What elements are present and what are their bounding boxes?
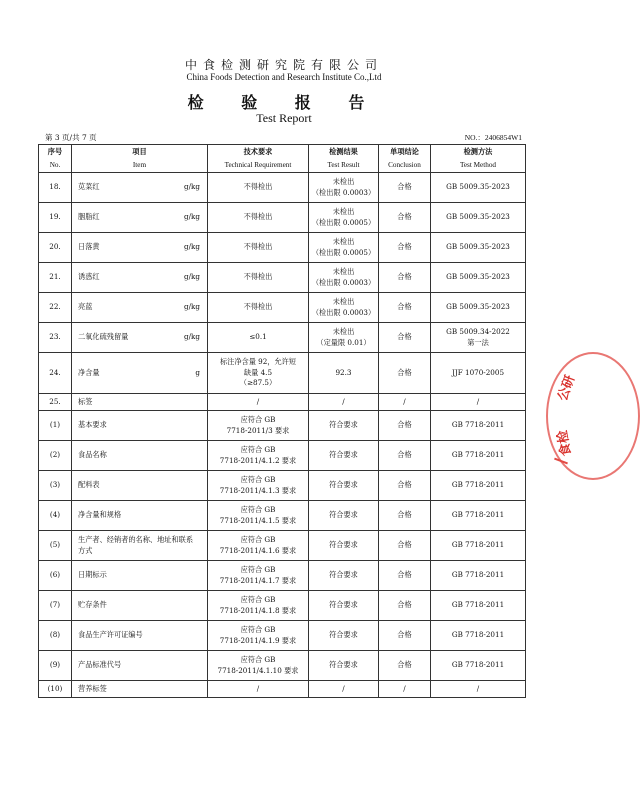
- method-line: GB 7718-2011: [451, 480, 505, 490]
- requirement-line: （≥87.5）: [239, 378, 277, 388]
- method-cell: [431, 411, 526, 441]
- result-line: 未检出: [332, 267, 355, 277]
- requirement-cell: [208, 323, 309, 353]
- requirement-line: 7718-2011/4.1.3 要求: [219, 485, 297, 495]
- conclusion-cell: 合格: [379, 411, 431, 441]
- result-line: 符合要求: [329, 450, 358, 460]
- item-unit: g/kg: [184, 272, 200, 282]
- method-cell: [431, 501, 526, 531]
- item-name: 贮存条件: [78, 600, 107, 610]
- result-cell: [309, 441, 379, 471]
- conclusion-cell: 合格: [379, 591, 431, 621]
- red-seal-stamp: [540, 352, 600, 482]
- requirement-line: /: [256, 396, 260, 406]
- row-number: (10): [39, 681, 72, 698]
- result-line: /: [342, 396, 345, 406]
- item-cell: [72, 263, 208, 293]
- conclusion-cell: /: [379, 681, 431, 698]
- method-line: GB 7718-2011: [451, 660, 505, 670]
- item-name: 产品标准代号: [78, 660, 122, 670]
- requirement-line: 缺量 4.5: [243, 367, 273, 377]
- requirement-line: 7718-2011/4.1.7 要求: [219, 575, 297, 585]
- item-cell: [72, 293, 208, 323]
- method-cell: [431, 173, 526, 203]
- item-unit: g: [195, 367, 200, 377]
- result-cell: [309, 394, 379, 411]
- conclusion-cell: 合格: [379, 323, 431, 353]
- requirement-line: 应符合 GB: [240, 475, 276, 485]
- item-unit: g/kg: [184, 332, 200, 342]
- header-cn: 技术要求: [208, 145, 309, 160]
- result-line: 未检出: [332, 207, 355, 217]
- header-en: Conclusion: [379, 159, 431, 173]
- item-cell: [72, 411, 208, 441]
- requirement-cell: [208, 233, 309, 263]
- item-cell: [72, 651, 208, 681]
- requirement-line: 7718-2011/3 要求: [226, 425, 290, 435]
- requirement-line: 应符合 GB: [240, 535, 276, 545]
- result-cell: [309, 323, 379, 353]
- result-line: 未检出: [332, 327, 355, 337]
- requirement-cell: [208, 293, 309, 323]
- result-cell: [309, 591, 379, 621]
- method-cell: [431, 233, 526, 263]
- table-row: [39, 173, 526, 203]
- item-cell: [72, 323, 208, 353]
- method-cell: [431, 681, 526, 698]
- item-name: 亮蓝: [78, 302, 93, 312]
- method-line: GB 7718-2011: [451, 420, 505, 430]
- requirement-line: /: [256, 683, 260, 693]
- result-line: /: [342, 683, 345, 693]
- requirement-line: 不得检出: [243, 272, 273, 282]
- conclusion-cell: 合格: [379, 441, 431, 471]
- table-row: [39, 323, 526, 353]
- requirement-cell: [208, 561, 309, 591]
- result-cell: [309, 501, 379, 531]
- item-cell: [72, 621, 208, 651]
- requirement-line: 不得检出: [243, 302, 273, 312]
- result-line: （检出限 0.0003）: [311, 187, 376, 197]
- table-row: [39, 394, 526, 411]
- requirement-line: 7718-2011/4.1.5 要求: [219, 515, 297, 525]
- item-cell: [72, 561, 208, 591]
- conclusion-cell: 合格: [379, 471, 431, 501]
- item-cell: [72, 471, 208, 501]
- item-name: 胭脂红: [78, 212, 100, 222]
- requirement-line: 标注净含量 92，允许短: [219, 357, 297, 367]
- row-number: 23.: [39, 323, 72, 353]
- item-name: 食品生产许可证编号: [78, 630, 143, 640]
- conclusion-cell: 合格: [379, 173, 431, 203]
- method-cell: [431, 441, 526, 471]
- institute-name-en: China Foods Detection and Research Institute Co.,Ltd: [186, 72, 382, 82]
- requirement-line: 7718-2011/4.1.9 要求: [219, 635, 297, 645]
- requirement-line: 7718-2011/4.1.6 要求: [219, 545, 297, 555]
- method-cell: [431, 471, 526, 501]
- method-line: GB 5009.34-2022: [446, 327, 510, 337]
- header-en: Technical Requirement: [208, 159, 309, 173]
- header-cn: 检测结果: [309, 145, 379, 160]
- stamp-text-bottom: 食检: [555, 429, 575, 458]
- requirement-cell: [208, 441, 309, 471]
- result-line: 未检出: [332, 177, 355, 187]
- method-line: GB 7718-2011: [451, 630, 505, 640]
- result-line: 未检出: [332, 297, 355, 307]
- requirement-cell: [208, 203, 309, 233]
- conclusion-cell: 合格: [379, 353, 431, 394]
- header-cn: 单项结论: [379, 145, 431, 160]
- table-row: [39, 263, 526, 293]
- method-line: GB 7718-2011: [451, 510, 505, 520]
- conclusion-cell: /: [379, 394, 431, 411]
- row-number: (4): [39, 501, 72, 531]
- requirement-cell: [208, 531, 309, 561]
- requirement-line: 应符合 GB: [240, 415, 276, 425]
- result-line: 符合要求: [329, 480, 358, 490]
- result-cell: [309, 411, 379, 441]
- row-number: (1): [39, 411, 72, 441]
- row-number: 20.: [39, 233, 72, 263]
- item-name: 日期标示: [78, 570, 107, 580]
- result-line: （检出限 0.0003）: [311, 277, 376, 287]
- header-en: No.: [39, 159, 72, 173]
- requirement-cell: [208, 411, 309, 441]
- row-number: (2): [39, 441, 72, 471]
- item-name: 基本要求: [78, 420, 107, 430]
- result-cell: [309, 651, 379, 681]
- requirement-line: 应符合 GB: [240, 625, 276, 635]
- item-name: 净含量: [78, 367, 100, 377]
- row-number: (3): [39, 471, 72, 501]
- result-line: 符合要求: [329, 600, 358, 610]
- method-line: /: [476, 683, 480, 693]
- result-line: （检出限 0.0003）: [311, 307, 376, 317]
- requirement-line: 7718-2011/4.1.8 要求: [219, 605, 297, 615]
- result-line: 符合要求: [329, 540, 358, 550]
- method-line: GB 7718-2011: [451, 600, 505, 610]
- result-line: （定量限 0.01）: [316, 337, 371, 347]
- header-en: Item: [72, 159, 208, 173]
- item-name: 食品名称: [78, 450, 107, 460]
- method-cell: [431, 591, 526, 621]
- method-line: GB 5009.35-2023: [446, 242, 510, 252]
- item-unit: g/kg: [184, 182, 200, 192]
- item-cell: [72, 233, 208, 263]
- table-row: [39, 203, 526, 233]
- row-number: (5): [39, 531, 72, 561]
- item-name: 生产者、经销者的名称、地址和联系方式: [78, 535, 194, 555]
- header-row-cn: [39, 145, 526, 160]
- result-cell: [309, 531, 379, 561]
- table-row: [39, 591, 526, 621]
- row-number: 25.: [39, 394, 72, 411]
- table-row: [39, 293, 526, 323]
- method-cell: [431, 263, 526, 293]
- item-name: 标签: [78, 396, 93, 406]
- requirement-cell: [208, 501, 309, 531]
- result-cell: [309, 621, 379, 651]
- header-cn: 检测方法: [431, 145, 526, 160]
- row-number: (8): [39, 621, 72, 651]
- row-number: (9): [39, 651, 72, 681]
- item-unit: g/kg: [184, 302, 200, 312]
- requirement-cell: [208, 394, 309, 411]
- result-cell: [309, 471, 379, 501]
- result-cell: [309, 173, 379, 203]
- requirement-line: 应符合 GB: [240, 565, 276, 575]
- item-cell: [72, 394, 208, 411]
- row-number: 22.: [39, 293, 72, 323]
- item-name: 日落黄: [78, 242, 100, 252]
- institute-name-cn: 中食检测研究院有限公司: [184, 58, 383, 72]
- method-cell: [431, 651, 526, 681]
- requirement-line: ≤0.1: [249, 332, 267, 342]
- item-name: 二氧化硫残留量: [78, 332, 129, 342]
- item-cell: [72, 501, 208, 531]
- header-cn: 项目: [72, 145, 208, 160]
- item-cell: [72, 531, 208, 561]
- results-body: [39, 173, 526, 698]
- requirement-cell: [208, 621, 309, 651]
- result-line: 符合要求: [329, 630, 358, 640]
- header-cn: 序号: [39, 145, 72, 160]
- requirement-line: 不得检出: [243, 212, 273, 222]
- requirement-line: 7718-2011/4.1.10 要求: [217, 665, 299, 675]
- conclusion-cell: 合格: [379, 203, 431, 233]
- requirement-cell: [208, 591, 309, 621]
- conclusion-cell: 合格: [379, 233, 431, 263]
- result-line: 符合要求: [329, 510, 358, 520]
- requirement-cell: [208, 471, 309, 501]
- requirement-line: 不得检出: [243, 182, 273, 192]
- header-row-en: [39, 159, 526, 173]
- requirement-line: 不得检出: [243, 242, 273, 252]
- method-line: GB 5009.35-2023: [446, 212, 510, 222]
- row-number: (7): [39, 591, 72, 621]
- item-cell: [72, 681, 208, 698]
- item-name: 诱惑红: [78, 272, 100, 282]
- method-line: JJF 1070-2005: [451, 367, 505, 377]
- table-row: [39, 441, 526, 471]
- method-cell: [431, 394, 526, 411]
- row-number: 21.: [39, 263, 72, 293]
- requirement-line: 7718-2011/4.1.2 要求: [219, 455, 297, 465]
- result-line: 92.3: [335, 367, 352, 377]
- report-number: NO.：2406854W1: [464, 133, 522, 142]
- report-title-cn: 检 验 报 告: [187, 93, 381, 112]
- table-row: [39, 561, 526, 591]
- result-line: 符合要求: [329, 420, 358, 430]
- requirement-cell: [208, 681, 309, 698]
- item-unit: g/kg: [184, 242, 200, 252]
- row-number: 19.: [39, 203, 72, 233]
- conclusion-cell: 合格: [379, 501, 431, 531]
- page-info: 第 3 页/共 7 页: [45, 133, 97, 142]
- result-cell: [309, 263, 379, 293]
- result-cell: [309, 353, 379, 394]
- table-row: [39, 621, 526, 651]
- method-cell: [431, 531, 526, 561]
- method-cell: [431, 353, 526, 394]
- table-row: [39, 501, 526, 531]
- row-number: (6): [39, 561, 72, 591]
- item-cell: [72, 173, 208, 203]
- requirement-line: 应符合 GB: [240, 505, 276, 515]
- method-cell: [431, 621, 526, 651]
- result-cell: [309, 293, 379, 323]
- method-line: GB 7718-2011: [451, 540, 505, 550]
- table-row: [39, 471, 526, 501]
- conclusion-cell: 合格: [379, 651, 431, 681]
- item-name: 苋菜红: [78, 182, 100, 192]
- result-line: （检出限 0.0005）: [311, 217, 376, 227]
- item-name: 净含量和规格: [78, 510, 122, 520]
- method-line: GB 5009.35-2023: [446, 272, 510, 282]
- table-row: [39, 531, 526, 561]
- item-name: 配料表: [78, 480, 100, 490]
- item-cell: [72, 591, 208, 621]
- method-cell: [431, 293, 526, 323]
- results-table: [38, 144, 526, 698]
- requirement-line: 应符合 GB: [240, 655, 276, 665]
- item-cell: [72, 441, 208, 471]
- result-line: 符合要求: [329, 570, 358, 580]
- result-cell: [309, 681, 379, 698]
- method-cell: [431, 203, 526, 233]
- result-line: 符合要求: [329, 660, 358, 670]
- row-number: 24.: [39, 353, 72, 394]
- result-cell: [309, 233, 379, 263]
- result-cell: [309, 561, 379, 591]
- method-line: 第一法: [467, 337, 489, 347]
- method-line: GB 5009.35-2023: [446, 302, 510, 312]
- method-line: GB 5009.35-2023: [446, 182, 510, 192]
- conclusion-cell: 合格: [379, 263, 431, 293]
- method-line: GB 7718-2011: [451, 450, 505, 460]
- row-number: 18.: [39, 173, 72, 203]
- requirement-cell: [208, 651, 309, 681]
- table-row: [39, 681, 526, 698]
- requirement-line: 应符合 GB: [240, 445, 276, 455]
- conclusion-cell: 合格: [379, 293, 431, 323]
- table-row: [39, 651, 526, 681]
- stamp-text-top: 公研: [555, 373, 579, 403]
- item-cell: [72, 353, 208, 394]
- header-en: Test Method: [431, 159, 526, 173]
- requirement-cell: [208, 263, 309, 293]
- item-name: 营养标签: [78, 683, 107, 693]
- table-row: [39, 411, 526, 441]
- conclusion-cell: 合格: [379, 561, 431, 591]
- method-line: /: [476, 396, 480, 406]
- result-line: 未检出: [332, 237, 355, 247]
- table-row: [39, 233, 526, 263]
- conclusion-cell: 合格: [379, 621, 431, 651]
- result-cell: [309, 203, 379, 233]
- requirement-cell: [208, 353, 309, 394]
- result-line: （检出限 0.0005）: [311, 247, 376, 257]
- table-row: [39, 353, 526, 394]
- item-cell: [72, 203, 208, 233]
- item-unit: g/kg: [184, 212, 200, 222]
- method-cell: [431, 323, 526, 353]
- method-cell: [431, 561, 526, 591]
- method-line: GB 7718-2011: [451, 570, 505, 580]
- requirement-line: 应符合 GB: [240, 595, 276, 605]
- header-en: Test Result: [309, 159, 379, 173]
- requirement-cell: [208, 173, 309, 203]
- conclusion-cell: 合格: [379, 531, 431, 561]
- report-title-en: Test Report: [256, 111, 312, 125]
